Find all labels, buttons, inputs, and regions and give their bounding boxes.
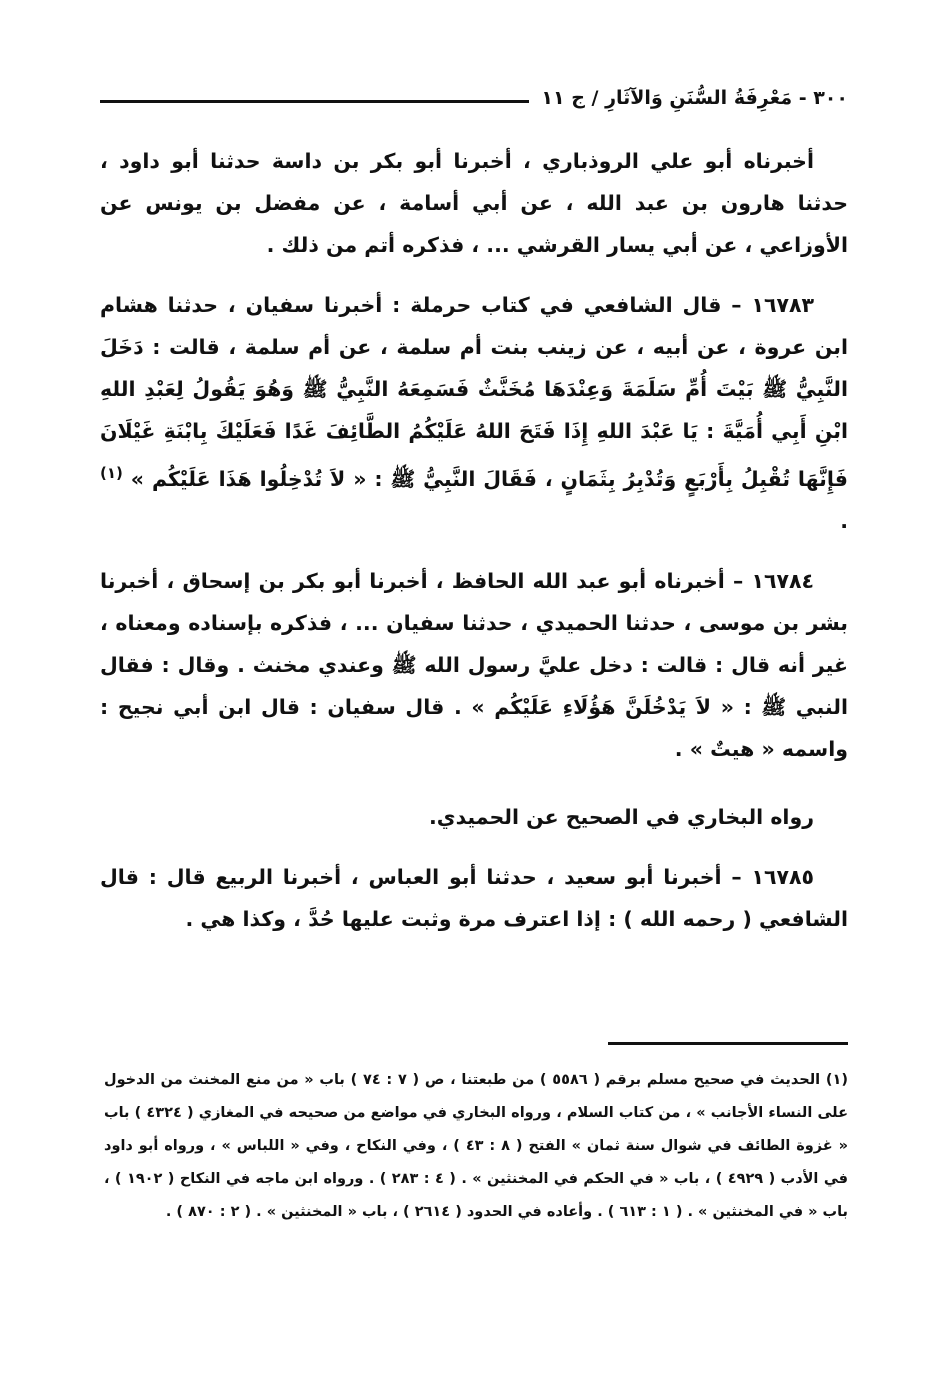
hadith-16784 [100,560,848,770]
footnote-reference: (١) [100,464,123,482]
paragraph-bukhari: رواه البخاري في الصحيح عن الحميدي. [429,804,814,829]
hadith-text: – أخبرناه أبو عبد الله الحافظ ، أخبرنا أبو بكر بن إسحاق ، أخبرنا بشر بن موسى ، حدثنا الحميدي ، حدثنا سفيان ... ، فذكره بإسناده ومعناه ، غير أنه قال : قالت : دخل عليَّ رسول الله ﷺ وعندي مخنث . وقال : فقال النبي ﷺ : « لاَ يَدْخُلَنَّ هَؤُلَاءِ عَلَيْكُم » . قال سفيان : قال ابن أبي نجيح : واسمه « هيتٌ » . [100,568,848,761]
hadith-16783 [100,284,848,542]
header-rule [100,100,529,103]
footnotes [104,1064,848,1229]
hadith-number: ١٦٧٨٤ [751,568,814,593]
running-title: ٣٠٠ - مَعْرِفَةُ السُّنَنِ وَالآثَارِ / ج ١١ [541,87,848,109]
hadith-number: ١٦٧٨٣ [751,293,814,317]
paragraph-isnad: أخبرناه أبو علي الروذباري ، أخبرنا أبو بكر بن داسة حدثنا أبو داود ، حدثنا هارون بن عبد الله ، عن أبي أسامة ، عن مفضل بن يونس عن الأوزاعي ، عن أبي يسار القرشي ... ، فذكره أتم من ذلك . [100,149,848,257]
hadith-16785 [100,856,848,940]
main-text [100,140,848,958]
hadith-text: – قال الشافعي في كتاب حرملة : أخبرنا سفيان ، حدثنا هشام ابن عروة ، عن أبيه ، عن زينب بنت أم سلمة ، عن أم سلمة ، قالت : دَخَلَ النَّبِيُّ ﷺ بَيْتَ أُمِّ سَلَمَةَ وَعِنْدَهَا مُخَنَّثٌ فَسَمِعَهُ النَّبِيُّ ﷺ وَهُوَ يَقُولُ لِعَبْدِ اللهِ ابْنِ أَبِي أُمَيَّةَ : يَا عَبْدَ اللهِ إِذَا فَتَحَ اللهُ عَلَيْكُمُ الطَّائِفَ غَدًا فَعَلَيْكَ بِابْنَةِ غَيْلَانَ فَإِنَّهَا تُقْبِلُ بِأَرْبَعٍ وَتُدْبِرُ بِثَمَانٍ ، فَقَالَ النَّبِيُّ ﷺ : « لاَ تُدْخِلُوا هَذَا عَلَيْكُم » [100,293,848,491]
hadith-text: – أخبرنا أبو سعيد ، حدثنا أبو العباس ، أخبرنا الربيع قال : قال الشافعي ( رحمه الله ) : إذا اعترف مرة وثبت عليها حُدَّ ، وكذا هي . [100,864,848,931]
hadith-number: ١٦٧٨٥ [751,864,814,889]
page-header [100,78,848,118]
footnote-1: (١) الحديث في صحيح مسلم برقم ( ٥٥٨٦ ) من طبعتنا ، ص ( ٧ : ٧٤ ) باب « من منع المخنث من الدخول على النساء الأجانب » ، من كتاب السلام ، ورواه البخاري في مواضع من صحيحه في المغازي ( ٤٣٢٤ ) باب « غزوة الطائف في شوال سنة ثمان » الفتح ( ٨ : ٤٣ ) ، وفي النكاح ، وفي « اللباس » ، ورواه أبو داود في الأدب ( ٤٩٢٩ ) ، باب « في الحكم في المخنثين » . ( ٤ : ٢٨٣ ) . ورواه ابن ماجه في النكاح ( ١٩٠٢ ) ، باب « في المخنثين » . ( ١ : ٦١٣ ) . وأعاده في الحدود ( ٢٦١٤ ) ، باب « المخنثين » . ( ٢ : ٨٧٠ ) . [104,1072,848,1220]
hadith-end: . [840,508,848,533]
footnote-rule [608,1042,848,1045]
